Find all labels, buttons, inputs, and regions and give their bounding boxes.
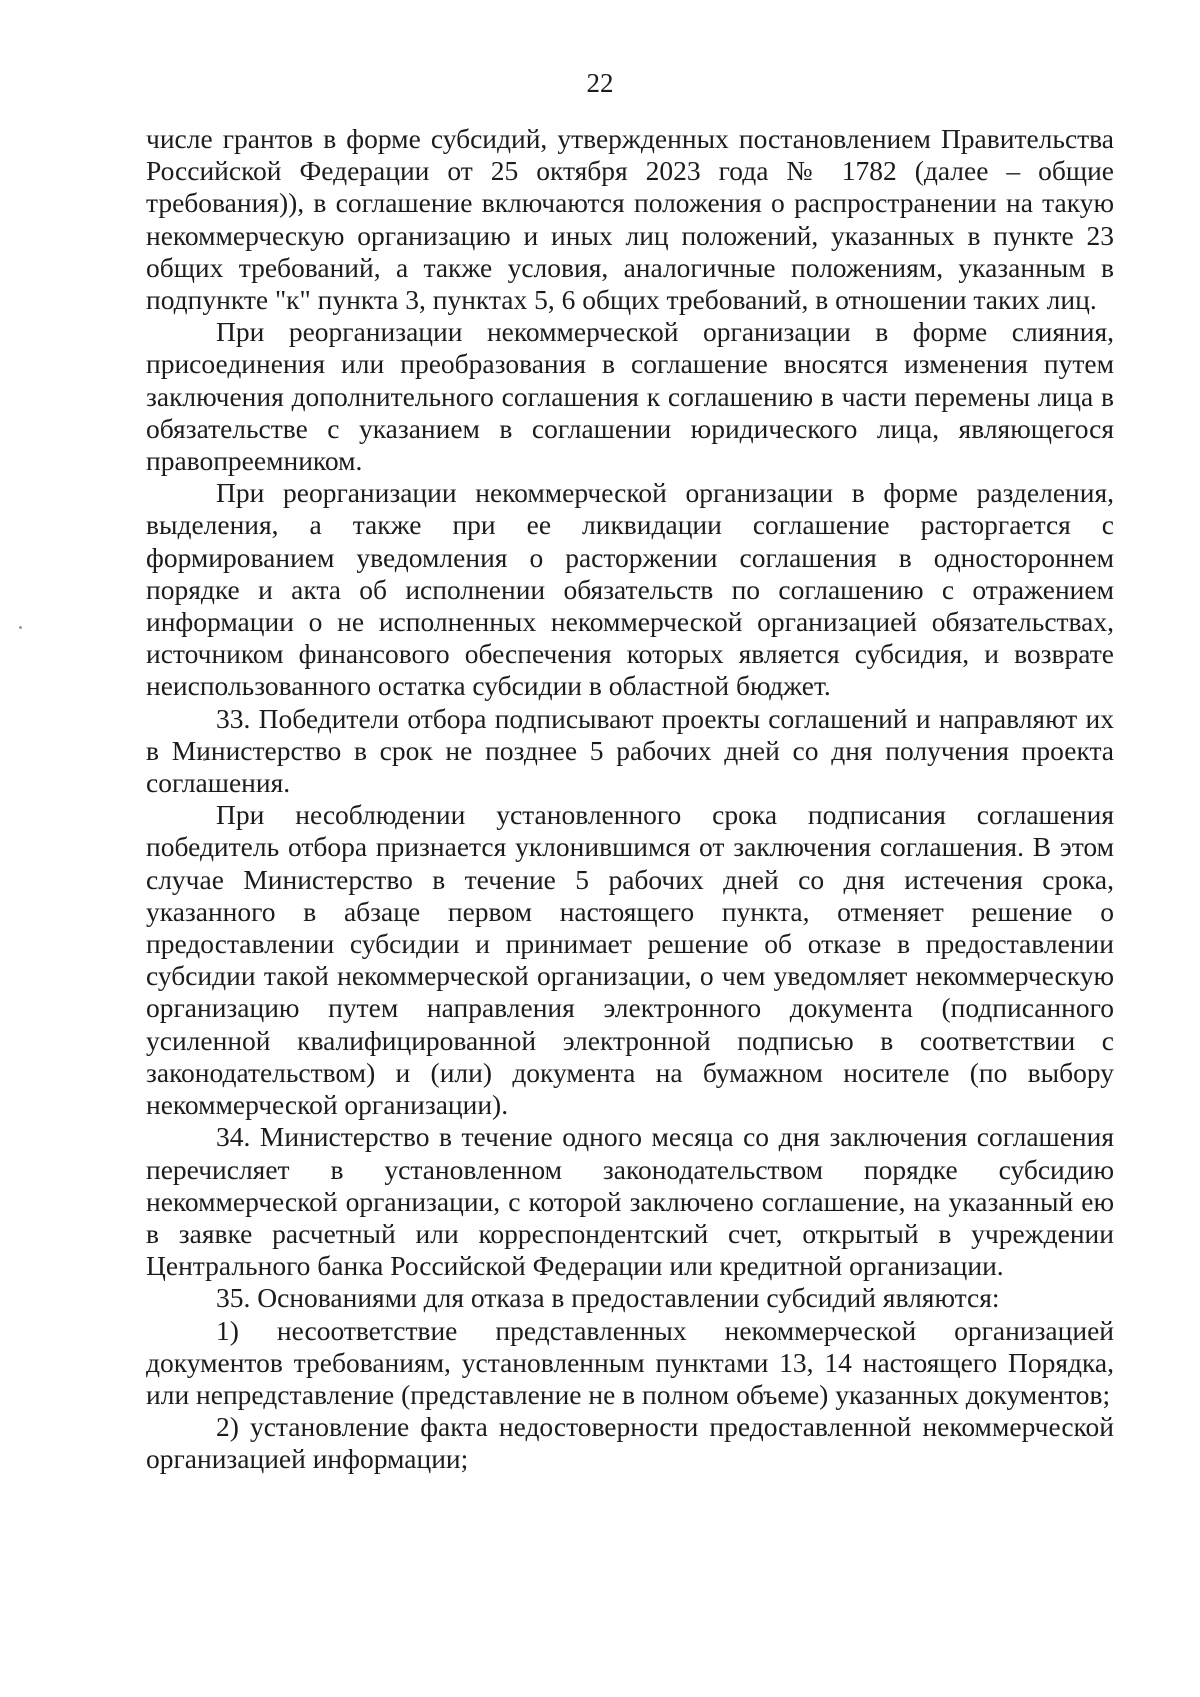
list-item-2: 2) установление факта недостоверности предоставленной некоммерческой организацией информации; <box>146 1411 1114 1475</box>
page-number: 22 <box>586 68 614 98</box>
paragraph-item-35: 35. Основаниями для отказа в предоставлении субсидий являются: <box>216 1282 1000 1314</box>
scan-speck <box>19 626 22 629</box>
paragraph-reorganization-merger: При реорганизации некоммерческой организации в форме слияния, присоединения или преобразования в соглашение вносятся изменения путем заключения дополнительного соглашения к соглашению в части перемены лица в обязательстве с указанием в соглашении юридического лица, являющегося правопреемником. <box>146 316 1114 477</box>
list-item-1: 1) несоответствие представленных некоммерческой организацией документов требованиям, установленным пунктами 13, 14 настоящего Порядка, или непредставление (представление не в полном объеме) указанных документов; <box>146 1314 1114 1410</box>
paragraph-item-33: 33. Победители отбора подписывают проекты соглашений и направляют их в Министерство в срок не позднее 5 рабочих дней со дня получения проекта соглашения. <box>146 702 1114 799</box>
paragraph-reorganization-division: При реорганизации некоммерческой организации в форме разделения, выделения, а также при ее ликвидации соглашение расторгается с формированием уведомления о расторжении соглашения в одностороннем порядке и акта об исполнении обязательств по соглашению с отражением информации о не исполненных некоммерческой организацией обязательствах, источником финансового обеспечения которых является субсидия, и возврате неиспользованного остатка субсидии в областной бюджет. <box>146 477 1114 702</box>
paragraph-item-34: 34. Министерство в течение одного месяца со дня заключения соглашения перечисляет в установленном законодательством порядке субсидию некоммерческой организации, с которой заключено соглашение, на указанный ею в заявке расчетный или корреспондентский счет, открытый в учреждении Центрального банка Российской Федерации или кредитной организации. <box>146 1121 1114 1282</box>
paragraph-continuation: числе грантов в форме субсидий, утвержденных постановлением Правительства Российской Федерации от 25 октября 2023 года № 1782 (далее – общие требования)), в соглашение включаются положения о распространении на такую некоммерческую организацию и иных лиц положений, указанных в пункте 23 общих требований, а также условия, аналогичные положениям, указанным в подпункте "к" пункта 3, пунктах 5, 6 общих требований, в отношении таких лиц. <box>146 123 1114 316</box>
paragraph-signing-deadline: При несоблюдении установленного срока подписания соглашения победитель отбора признается уклонившимся от заключения соглашения. В этом случае Министерство в течение 5 рабочих дней со дня истечения срока, указанного в абзаце первом настоящего пункта, отменяет решение о предоставлении субсидии и принимает решение об отказе в предоставлении субсидии такой некоммерческой организации, о чем уведомляет некоммерческую организацию путем направления электронного документа (подписанного усиленной квалифицированной электронной подписью в соответствии с законодательством) и (или) документа на бумажном носителе (по выбору некоммерческой организации). <box>146 799 1114 1121</box>
document-body <box>146 123 1114 1476</box>
